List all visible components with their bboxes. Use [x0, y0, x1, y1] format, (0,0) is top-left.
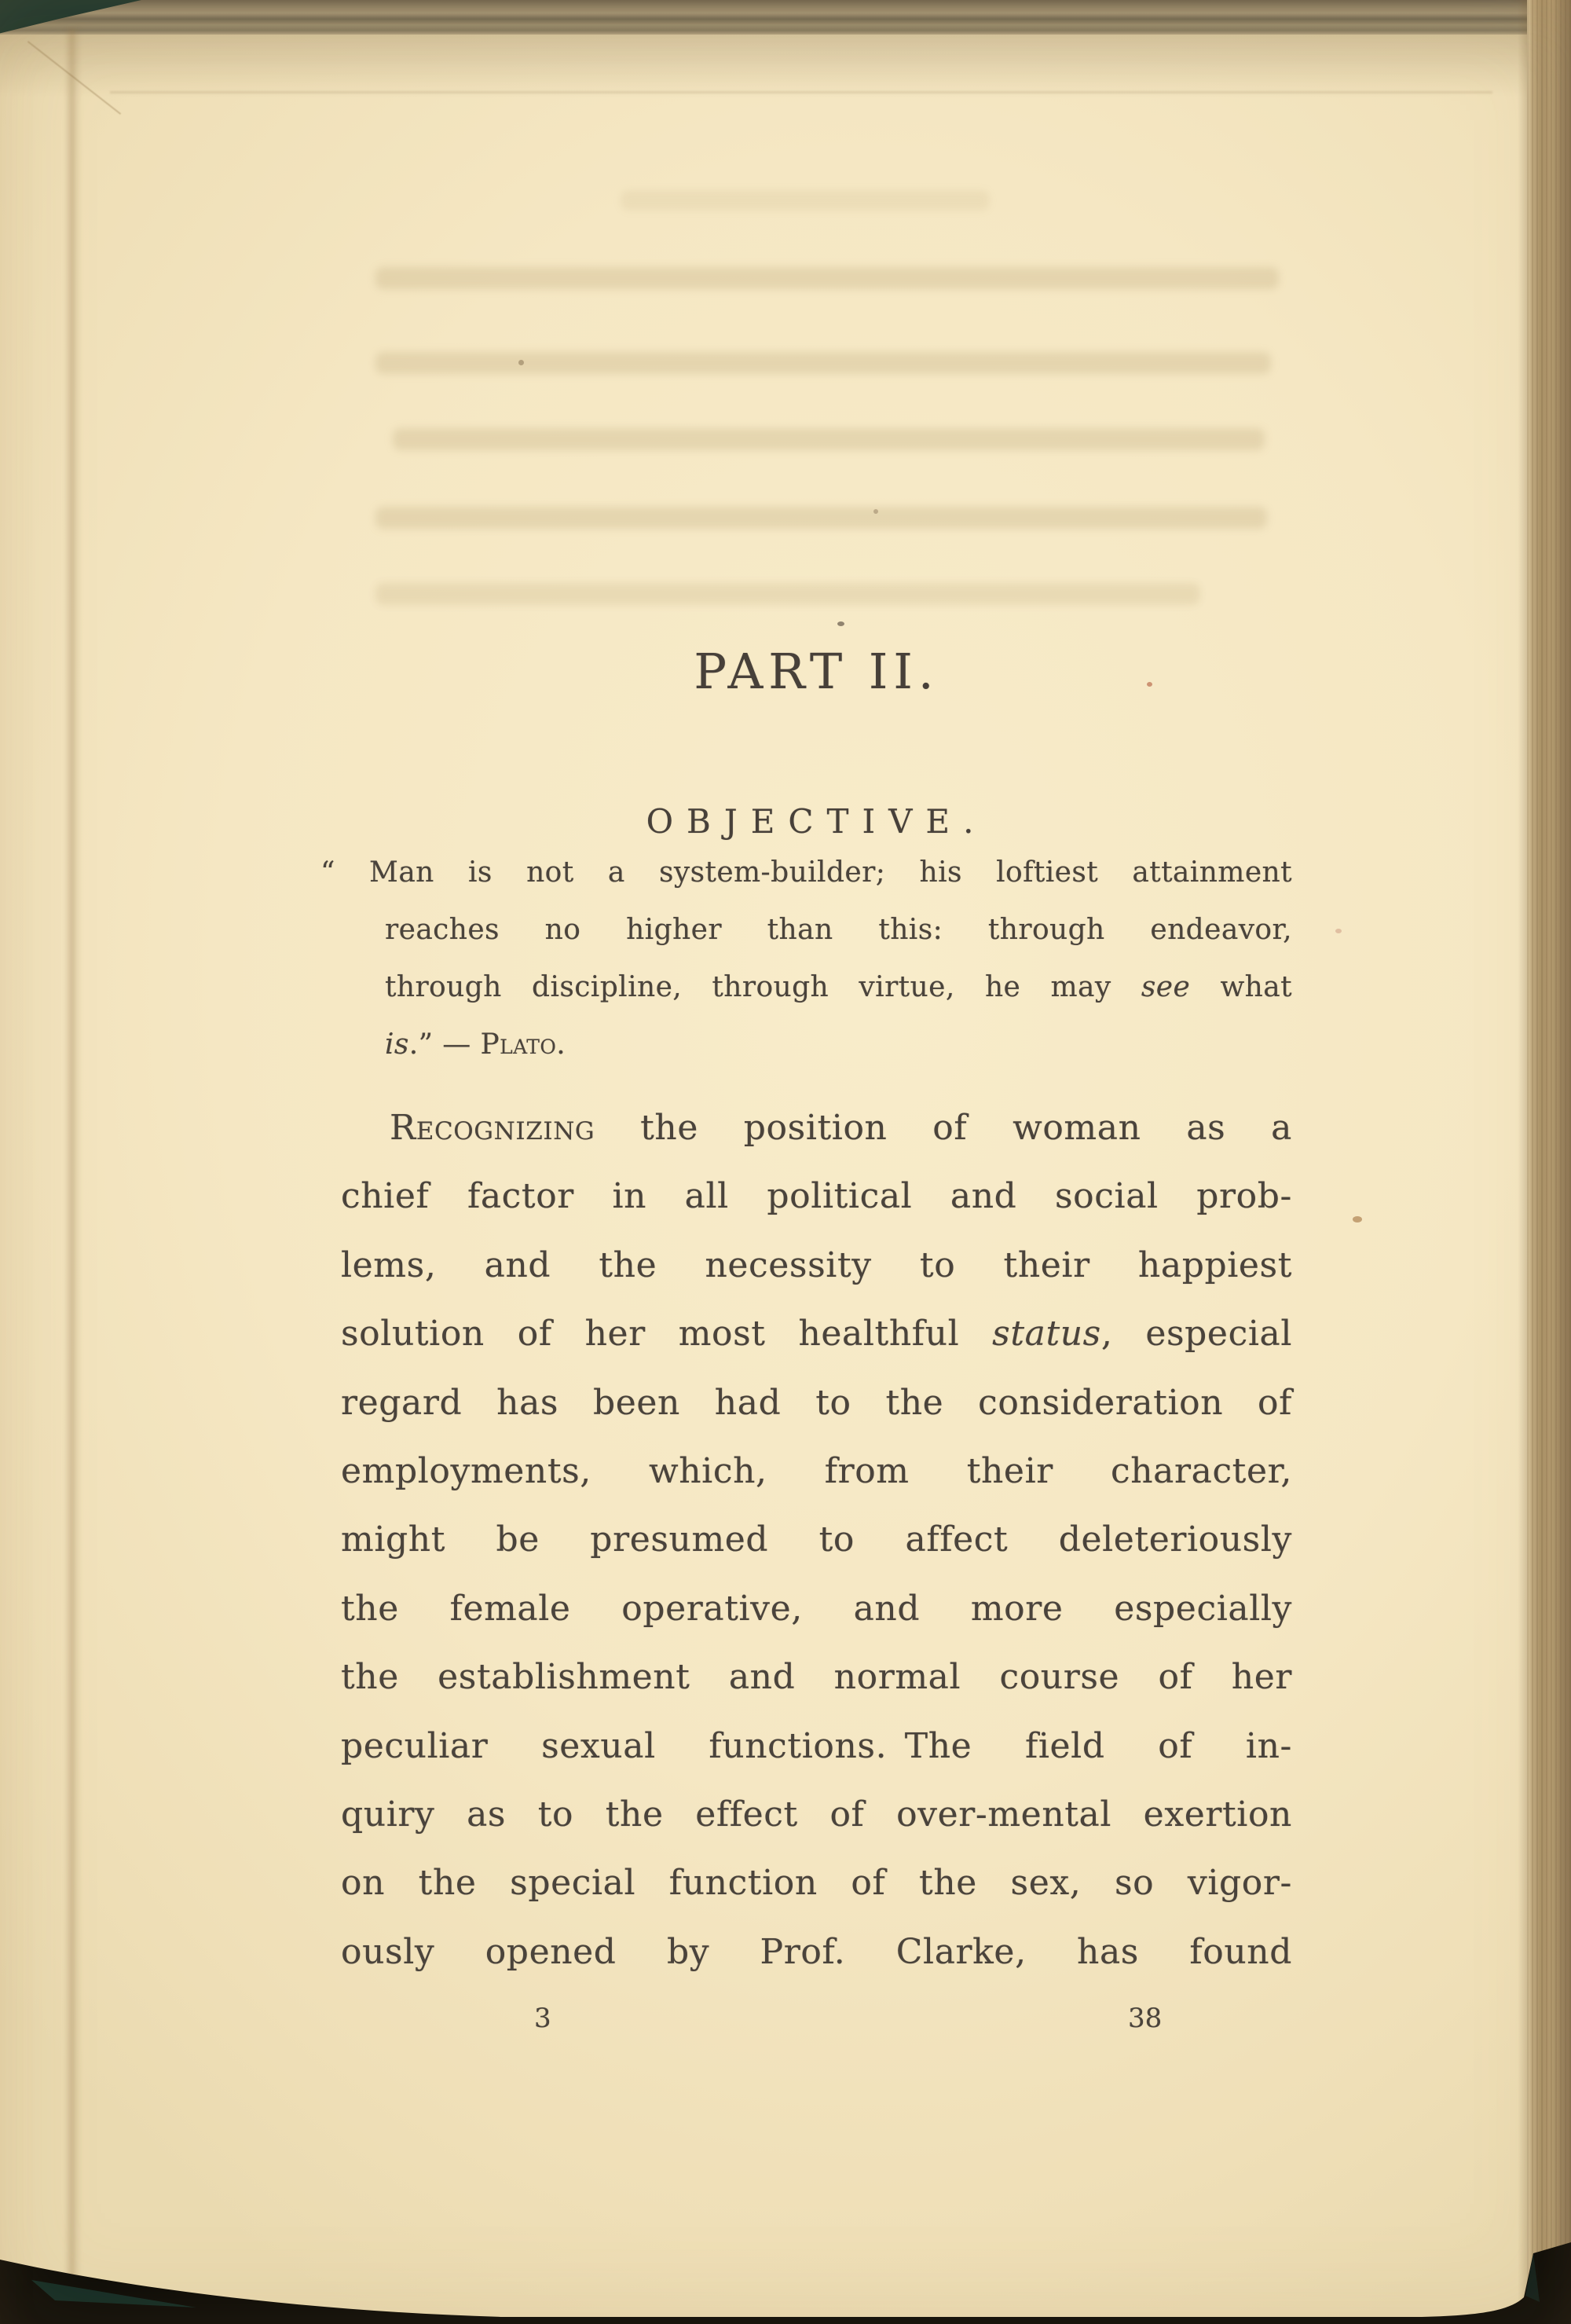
- page-block-fore-edge: [1527, 0, 1571, 2324]
- paragraph-line: lems, and the necessity to their happiest: [341, 1244, 1292, 1285]
- paragraph-line: peculiar sexual functions. The field of in-: [341, 1725, 1292, 1766]
- section-heading: OBJECTIVE.: [646, 802, 987, 841]
- epigraph-line: “ Man is not a system-builder; his loftiest attainment: [320, 856, 1292, 889]
- page-number: 38: [1128, 2003, 1163, 2034]
- page-block-top-edge: [0, 0, 1571, 35]
- top-edge-shadow: [0, 35, 1571, 97]
- paragraph-line: employments, which, from their character,: [341, 1451, 1292, 1492]
- paragraph-line: quiry as to the effect of over-mental exertion: [341, 1794, 1292, 1835]
- epigraph-line: through discipline, through virtue, he may see what: [385, 971, 1292, 1003]
- paragraph-line: regard has been had to the consideration of: [341, 1382, 1292, 1423]
- paragraph-line: on the special function of the sex, so vigor-: [341, 1863, 1292, 1904]
- paragraph-line: Recognizing the position of woman as a: [390, 1108, 1292, 1148]
- hinge-shadow-line: [110, 91, 1492, 93]
- scan-background-bottom: [0, 2230, 1571, 2324]
- paragraph-line: solution of her most healthful status, especial: [341, 1314, 1292, 1354]
- epigraph-attribution: Plato: [480, 1028, 557, 1061]
- part-heading: PART II.: [694, 643, 939, 700]
- epigraph-line: reaches no higher than this: through endeavor,: [385, 914, 1292, 946]
- epigraph: [320, 844, 1292, 1073]
- paragraph-line: the female operative, and more especially: [341, 1588, 1292, 1629]
- paragraph-line: chief factor in all political and social prob-: [341, 1176, 1292, 1217]
- paragraph-line: ously opened by Prof. Clarke, has found: [341, 1931, 1292, 1972]
- body-paragraph: [341, 1094, 1292, 1986]
- gutter-crease: [64, 28, 82, 2294]
- paragraph-line: might be presumed to affect deleteriously: [341, 1519, 1292, 1560]
- epigraph-line: is.” — Plato.: [385, 1028, 566, 1061]
- paragraph-line: the establishment and normal course of her: [341, 1657, 1292, 1698]
- signature-mark: 3: [534, 2003, 551, 2034]
- lead-word-smallcaps: Recognizing: [390, 1108, 595, 1148]
